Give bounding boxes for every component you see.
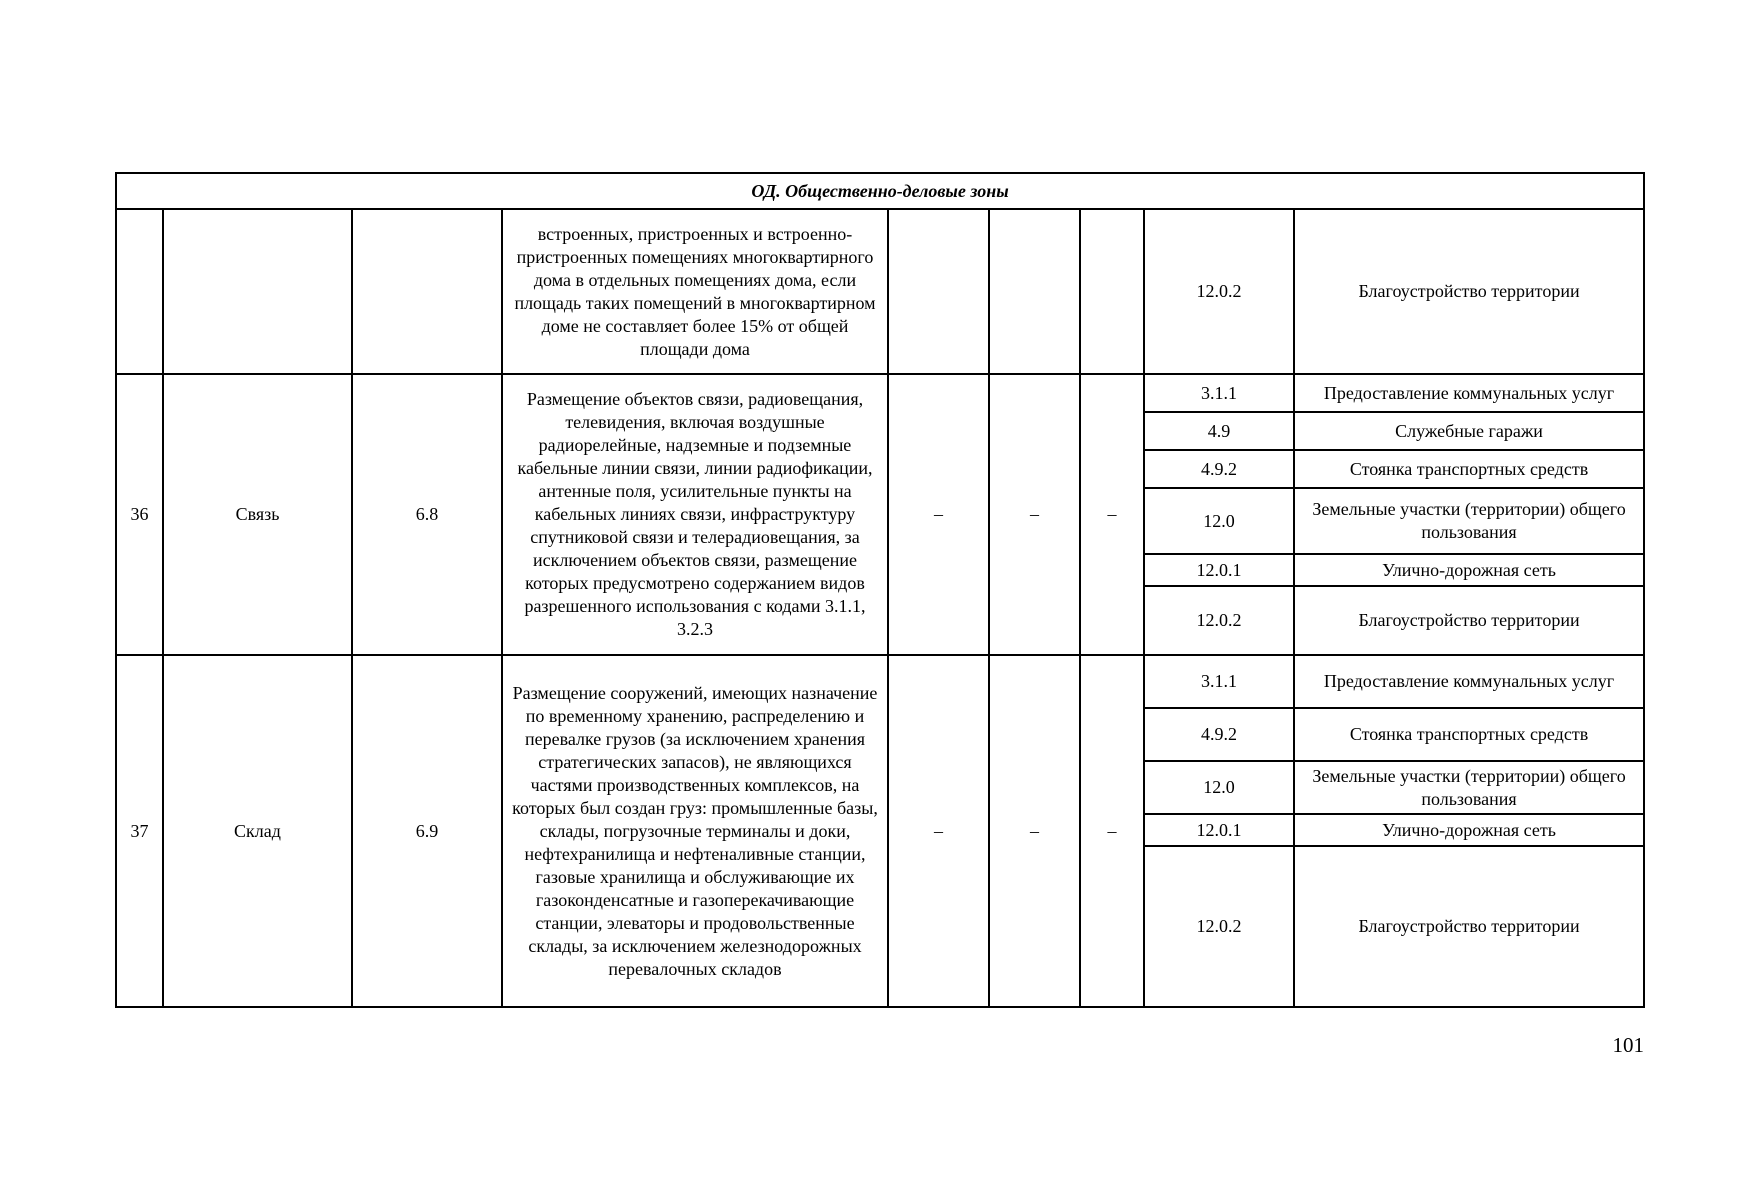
- sub-code: 12.0.2: [1144, 586, 1294, 655]
- sub-code: 12.0.2: [1144, 846, 1294, 1007]
- sub-name: Стоянка транспортных средств: [1294, 450, 1644, 488]
- row-code: 6.9: [352, 655, 502, 1007]
- page-number: 101: [1612, 1033, 1644, 1057]
- sub-name: Благоустройство территории: [1294, 846, 1644, 1007]
- table-title-row: [116, 173, 1644, 209]
- row-description: Размещение объектов связи, радиовещания, телевидения, включая воздушные радиорелейные, надземные и подземные кабельные линии связи, линии радиофикации, антенные поля, усилительные пункты на кабельных линиях связи, инфраструктуру спутниковой связи и телерадиовещания, за исключением объектов связи, размещение которых предусмотрено содержанием видов разрешенного использования с кодами 3.1.1, 3.2.3: [502, 374, 888, 655]
- sub-code: 12.0.1: [1144, 554, 1294, 586]
- row-name: Связь: [163, 374, 352, 655]
- row-name-cell: [163, 209, 352, 374]
- row-description: Размещение сооружений, имеющих назначение по временному хранению, распределению и перевалке грузов (за исключением хранения стратегических запасов), не являющихся частями производственных комплексов, на которых был создан груз: промышленные базы, склады, погрузочные терминалы и доки, нефтехранилища и нефтеналивные станции, газовые хранилища и обслуживающие их газоконденсатные и газоперекачивающие станции, элеваторы и продовольственные склады, за исключением железнодорожных перевалочных складов: [502, 655, 888, 1007]
- sub-name: Благоустройство территории: [1294, 209, 1644, 374]
- sub-code: 4.9.2: [1144, 708, 1294, 761]
- sub-name: Благоустройство территории: [1294, 586, 1644, 655]
- table-row: [116, 209, 1644, 374]
- sub-name: Стоянка транспортных средств: [1294, 708, 1644, 761]
- row-number: 36: [116, 374, 163, 655]
- row-number-cell: [116, 209, 163, 374]
- row-dash: –: [1080, 655, 1144, 1007]
- row-param-cell: [1080, 209, 1144, 374]
- sub-name: Улично-дорожная сеть: [1294, 814, 1644, 846]
- sub-code: 4.9.2: [1144, 450, 1294, 488]
- sub-name: Предоставление коммунальных услуг: [1294, 374, 1644, 412]
- sub-code: 3.1.1: [1144, 655, 1294, 708]
- row-code: 6.8: [352, 374, 502, 655]
- table-row: [116, 374, 1644, 412]
- sub-code: 12.0.2: [1144, 209, 1294, 374]
- sub-name: Предоставление коммунальных услуг: [1294, 655, 1644, 708]
- row-name: Склад: [163, 655, 352, 1007]
- sub-code: 3.1.1: [1144, 374, 1294, 412]
- sub-code: 12.0.1: [1144, 814, 1294, 846]
- row-dash: –: [989, 374, 1080, 655]
- table-title: ОД. Общественно-деловые зоны: [116, 173, 1644, 209]
- sub-name: Земельные участки (территории) общего пользования: [1294, 761, 1644, 814]
- row-code-cell: [352, 209, 502, 374]
- row-param-cell: [989, 209, 1080, 374]
- sub-code: 12.0: [1144, 488, 1294, 554]
- row-dash: –: [888, 655, 989, 1007]
- sub-name: Служебные гаражи: [1294, 412, 1644, 450]
- row-dash: –: [888, 374, 989, 655]
- table-row: [116, 655, 1644, 708]
- sub-name: Улично-дорожная сеть: [1294, 554, 1644, 586]
- row-dash: –: [1080, 374, 1144, 655]
- row-number: 37: [116, 655, 163, 1007]
- row-param-cell: [888, 209, 989, 374]
- sub-name: Земельные участки (территории) общего пользования: [1294, 488, 1644, 554]
- sub-code: 12.0: [1144, 761, 1294, 814]
- zones-table: [115, 172, 1645, 1008]
- row-dash: –: [989, 655, 1080, 1007]
- sub-code: 4.9: [1144, 412, 1294, 450]
- row-description: встроенных, пристроенных и встроенно-пристроенных помещениях многоквартирного дома в отдельных помещениях дома, если площадь таких помещений в многоквартирном доме не составляет более 15% от общей площади дома: [502, 209, 888, 374]
